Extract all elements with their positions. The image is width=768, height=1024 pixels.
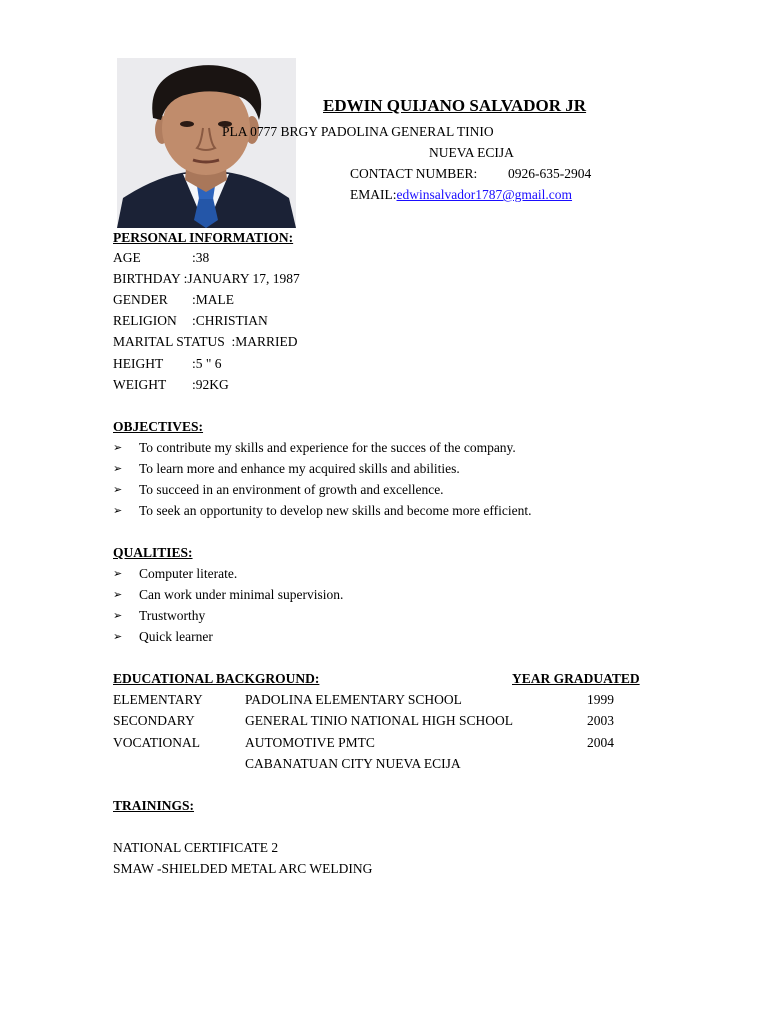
education-level: ELEMENTARY: [113, 692, 203, 707]
weight-label: WEIGHT: [113, 377, 167, 392]
education-year: 1999: [587, 692, 614, 707]
education-level: SECONDARY: [113, 713, 195, 728]
gender-label: GENDER: [113, 292, 168, 307]
birthday-row: [113, 271, 300, 287]
gender-value: :MALE: [192, 292, 234, 307]
education-year: 2003: [587, 713, 614, 728]
portrait-photo-icon: [117, 58, 296, 228]
year-graduated-heading: YEAR GRADUATED: [512, 671, 640, 686]
bullet-arrow-icon: ➢: [113, 630, 123, 643]
bullet-arrow-icon: ➢: [113, 504, 123, 517]
education-school: PADOLINA ELEMENTARY SCHOOL: [245, 692, 462, 707]
education-school: AUTOMOTIVE PMTC: [245, 735, 375, 750]
bullet-arrow-icon: ➢: [113, 609, 123, 622]
age-label: AGE: [113, 250, 141, 265]
trainings-heading: TRAININGS:: [113, 798, 195, 813]
education-level: VOCATIONAL: [113, 735, 200, 750]
quality-item: Trustworthy: [139, 608, 206, 623]
bullet-arrow-icon: ➢: [113, 567, 123, 580]
email-line: [350, 187, 572, 203]
address-line-1: PLA 0777 BRGY PADOLINA GENERAL TINIO: [222, 124, 494, 139]
education-year: 2004: [587, 735, 614, 750]
bullet-arrow-icon: ➢: [113, 462, 123, 475]
birthday-value: :JANUARY 17, 1987: [183, 271, 300, 286]
qualities-heading: QUALITIES:: [113, 545, 193, 560]
training-item: NATIONAL CERTIFICATE 2: [113, 840, 279, 855]
training-item: SMAW -SHIELDED METAL ARC WELDING: [113, 861, 373, 876]
applicant-name: EDWIN QUIJANO SALVADOR JR: [323, 96, 587, 115]
bullet-arrow-icon: ➢: [113, 441, 123, 454]
education-school: GENERAL TINIO NATIONAL HIGH SCHOOL: [245, 713, 513, 728]
portrait-photo: [117, 58, 296, 228]
height-value: :5 " 6: [192, 356, 222, 371]
birthday-label: BIRTHDAY: [113, 271, 181, 286]
address-line-2: NUEVA ECIJA: [429, 145, 514, 160]
contact-number-value: 0926-635-2904: [508, 166, 592, 181]
marital-status-value: :MARRIED: [231, 334, 298, 349]
bullet-arrow-icon: ➢: [113, 483, 123, 496]
objectives-heading: OBJECTIVES:: [113, 419, 204, 434]
quality-item: Can work under minimal supervision.: [139, 587, 344, 602]
religion-value: :CHRISTIAN: [192, 313, 268, 328]
personal-info-heading: PERSONAL INFORMATION:: [113, 230, 294, 245]
quality-item: Quick learner: [139, 629, 213, 644]
email-label: EMAIL:: [350, 187, 397, 202]
objective-item: To contribute my skills and experience for the succes of the company.: [139, 440, 516, 455]
quality-item: Computer literate.: [139, 566, 238, 581]
email-link[interactable]: edwinsalvador1787@gmail.com: [396, 187, 573, 202]
weight-value: :92KG: [192, 377, 229, 392]
objective-item: To learn more and enhance my acquired skills and abilities.: [139, 461, 460, 476]
objective-item: To succeed in an environment of growth and excellence.: [139, 482, 444, 497]
height-label: HEIGHT: [113, 356, 164, 371]
contact-number-label: CONTACT NUMBER:: [350, 166, 478, 181]
marital-status-label: MARITAL STATUS: [113, 334, 225, 349]
objective-item: To seek an opportunity to develop new skills and become more efficient.: [139, 503, 532, 518]
vocational-location: CABANATUAN CITY NUEVA ECIJA: [245, 756, 461, 771]
age-value: :38: [192, 250, 210, 265]
marital-status-row: [113, 334, 297, 350]
education-heading: EDUCATIONAL BACKGROUND:: [113, 671, 320, 686]
bullet-arrow-icon: ➢: [113, 588, 123, 601]
religion-label: RELIGION: [113, 313, 177, 328]
